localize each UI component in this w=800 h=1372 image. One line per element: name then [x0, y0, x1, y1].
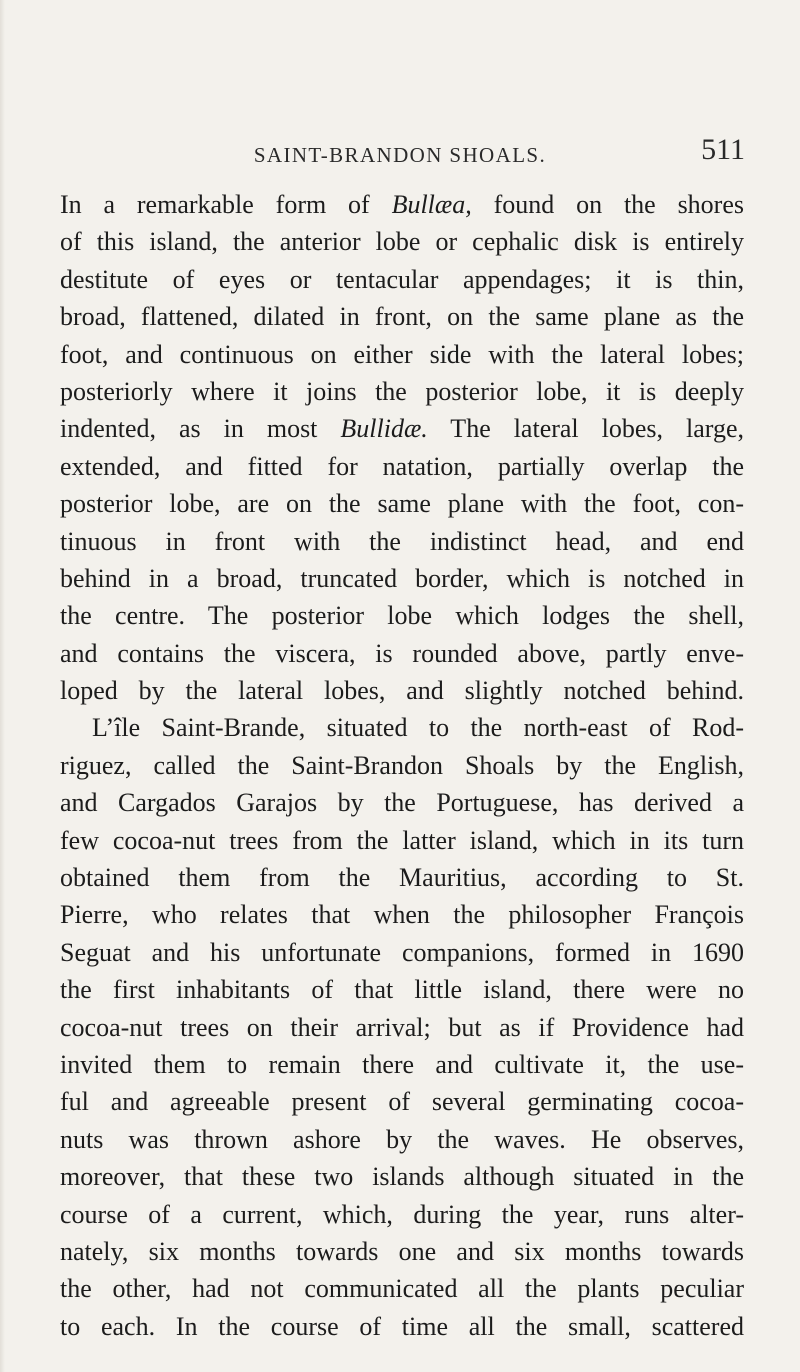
- text-line: invited them to remain there and cultivate it, the use-: [60, 1049, 744, 1079]
- taxon-name-bullidae: Bullidæ.: [340, 414, 428, 444]
- text-line: broad, flattened, dilated in front, on the same plane as the: [60, 302, 744, 332]
- text-line: behind in a broad, truncated border, which is notched in: [60, 563, 744, 593]
- taxon-name-bullaea: Bullæa,: [391, 190, 472, 219]
- text-line: obtained them from the Mauritius, according to St.: [60, 863, 744, 893]
- text-line: foot, and continuous on either side with the lateral lobes;: [60, 339, 744, 369]
- text-line: the centre. The posterior lobe which lodges the shell,: [60, 601, 744, 631]
- text-line: destitute of eyes or tentacular appendages; it is thin,: [60, 264, 744, 294]
- text-line: posteriorly where it joins the posterior lobe, it is deeply: [60, 376, 744, 406]
- text-line: tinuous in front with the indistinct head, and end: [60, 526, 744, 556]
- paragraph-start-line: L’île Saint-Brande, situated to the north-east of Rod-: [92, 713, 744, 743]
- text-line: of this island, the anterior lobe or cephalic disk is entirely: [60, 227, 744, 257]
- text-line: Pierre, who relates that when the philosopher François: [60, 900, 744, 930]
- text-line: In a remarkable form of Bullæa, found on the shores: [60, 190, 745, 219]
- running-head: [0, 133, 800, 173]
- text-line: and Cargados Garajos by the Portuguese, has derived a: [60, 788, 744, 818]
- text-line: the other, had not communicated all the plants peculiar: [60, 1274, 744, 1304]
- text-line: indented, as in most Bullidæ. The lateral lobes, large,: [60, 414, 744, 444]
- text-line: nuts was thrown ashore by the waves. He observes,: [60, 1124, 744, 1154]
- text-line: the first inhabitants of that little island, there were no: [60, 975, 744, 1005]
- text-line: moreover, that these two islands although situated in the: [60, 1162, 744, 1192]
- body-text: [60, 186, 744, 1345]
- text-line: to each. In the course of time all the small, scattered: [60, 1311, 744, 1341]
- text-line: loped by the lateral lobes, and slightly notched behind.: [60, 676, 744, 706]
- page-number: 511: [701, 133, 745, 166]
- text-line: ful and agreeable present of several germinating cocoa-: [60, 1087, 744, 1117]
- text-line: few cocoa-nut trees from the latter island, which in its turn: [60, 825, 744, 855]
- text-line: cocoa-nut trees on their arrival; but as if Providence had: [60, 1012, 744, 1042]
- text-line: and contains the viscera, is rounded above, partly enve-: [60, 638, 744, 668]
- text-line: Seguat and his unfortunate companions, formed in 1690: [60, 937, 744, 967]
- running-title: SAINT-BRANDON SHOALS.: [253, 143, 547, 167]
- text-line: riguez, called the Saint-Brandon Shoals by the English,: [60, 750, 744, 780]
- text-line: course of a current, which, during the year, runs alter-: [60, 1199, 744, 1229]
- text-line: nately, six months towards one and six months towards: [60, 1236, 744, 1266]
- page-edge-shadow: [0, 0, 5, 1372]
- text-line: posterior lobe, are on the same plane with the foot, con-: [60, 489, 744, 519]
- text-line: extended, and fitted for natation, partially overlap the: [60, 451, 744, 481]
